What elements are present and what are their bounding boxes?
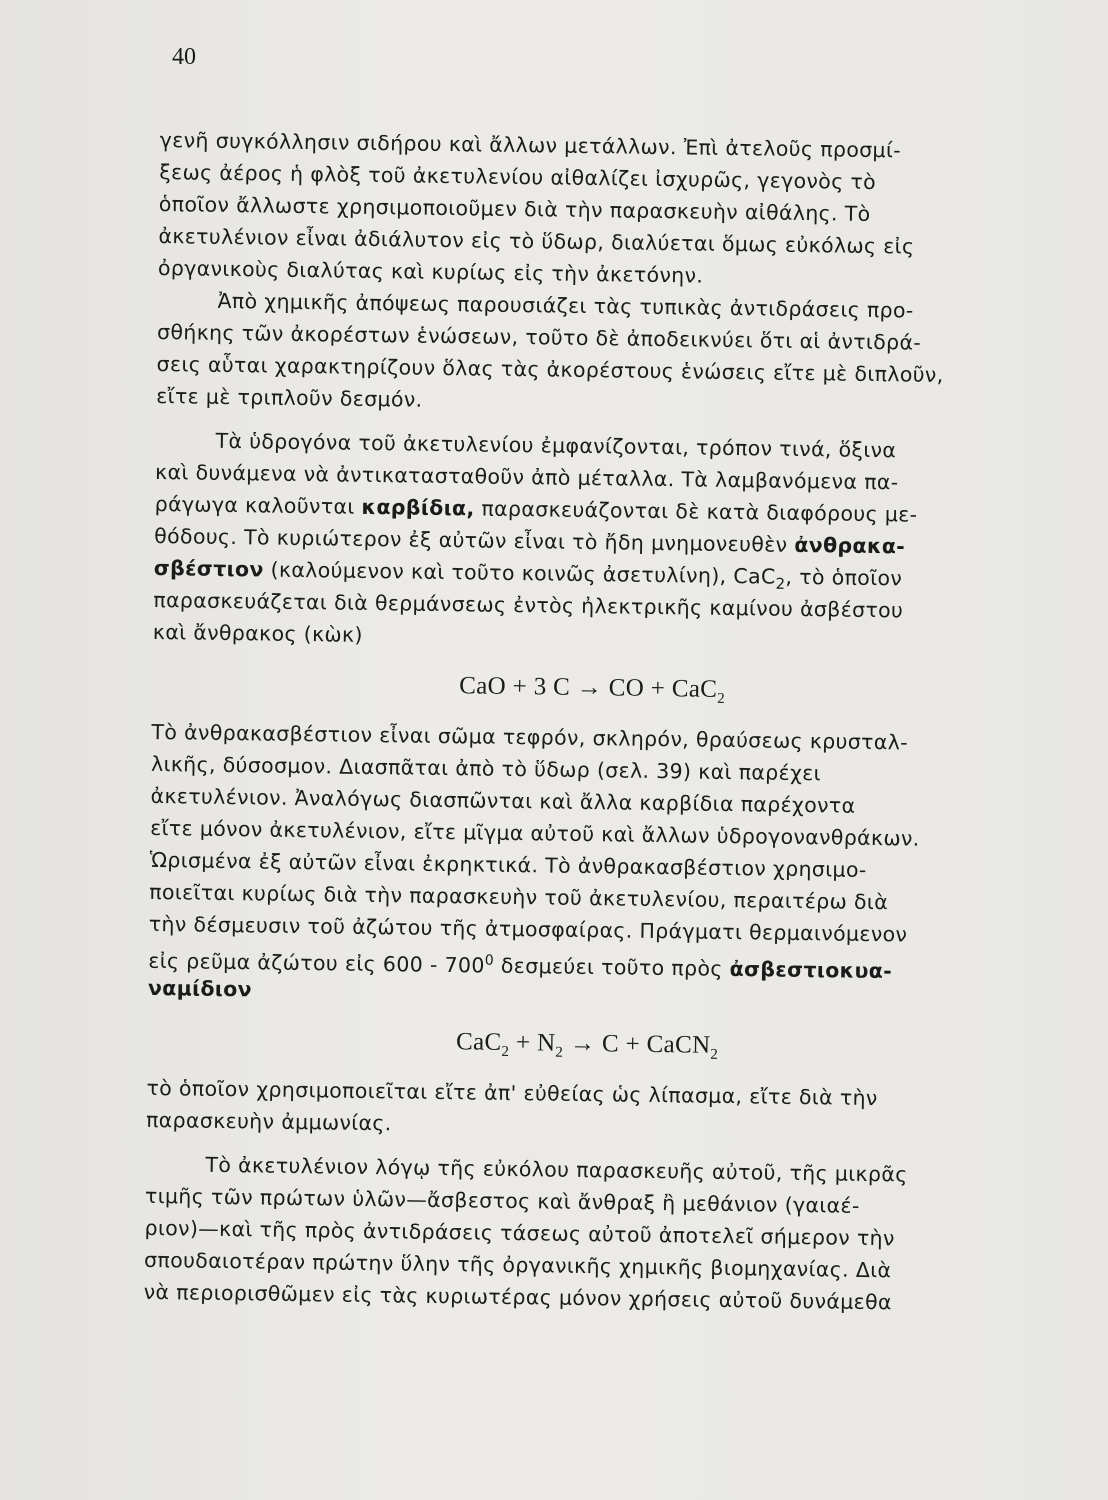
term-anthrakasvestion-end: σβέστιον: [153, 555, 264, 582]
text-line: σπουδαιοτέραν πρώτην ὕλην τῆς ὀργανικῆς χημικῆς βιομηχανίας. Διὰ: [143, 1247, 892, 1283]
subscript: 2: [775, 574, 786, 593]
text-line: παρασκευὴν ἀμμωνίας.: [145, 1107, 392, 1136]
text-line: γενῆ συγκόλλησιν σιδήρου καὶ ἄλλων μετάλλων. Ἐπὶ ἀτελοῦς προσμί-: [159, 127, 902, 163]
text-line: ριον)—καὶ τῆς πρὸς ἀντιδράσεις τάσεως αὐτοῦ ἀποτελεῖ σήμερον τὴν: [144, 1215, 895, 1251]
equation-2: $CaC_2 + N_2 \to C$ + CaCN$_2$: [455, 1028, 719, 1063]
text-line: Τὸ ἀκετυλένιον λόγῳ τῆς εὐκόλου παρασκευῆς αὐτοῦ, τῆς μικρᾶς: [205, 1152, 908, 1187]
text-line: ὀργανικοὺς διαλύτας καὶ κυρίως εἰς τὴν ἀκετόνην.: [157, 255, 704, 288]
arrow-icon: →: [569, 1029, 596, 1058]
term-anthrakasvestion: ἀνθρακα-: [794, 532, 906, 559]
text-line: ὁποῖον ἄλλωστε χρησιμοποιοῦμεν διὰ τὴν παρασκευὴν αἰθάλης. Τὸ: [158, 191, 871, 226]
equation-1: CaO + 3 C → CO + CaC$_2$: [458, 672, 726, 707]
text-line: Ὡρισμένα ἐξ αὐτῶν εἶναι ἐκρηκτικά. Τὸ ἀνθρακασβέστιον χρησιμο-: [149, 847, 867, 882]
text-line: λικῆς, δύσοσμον. Διασπᾶται ἀπὸ τὸ ὕδωρ (σελ. 39) καὶ παρέχει: [150, 751, 822, 786]
text-line: παρασκευάζεται διὰ θερμάνσεως ἐντὸς ἠλεκτρικῆς καμίνου ἀσβέστου: [153, 587, 904, 623]
text-line: σθήκης τῶν ἀκορέστων ἑνώσεων, τοῦτο δὲ ἀποδεικνύει ὅτι αἱ ἀντιδρά-: [156, 319, 922, 355]
text-line: σεις αὗται χαρακτηρίζουν ὅλας τὰς ἀκορέστους ἑνώσεις εἴτε μὲ διπλοῦν,: [156, 351, 944, 387]
arrow-icon: →: [576, 673, 603, 702]
text-span: θόδους. Τὸ κυριώτερον ἐξ αὐτῶν εἶναι τὸ ἤδη μνημονευθὲν: [154, 523, 788, 557]
text-line: νὰ περιορισθῶμεν εἰς τὰς κυριωτέρας μόνον χρήσεις αὐτοῦ δυνάμεθα: [143, 1279, 892, 1315]
term-karbidia: καρβίδια,: [361, 494, 475, 521]
text-line: ἀκετυλένιον. Ἀναλόγως διασπῶνται καὶ ἄλλα καρβίδια παρέχοντα: [150, 783, 856, 818]
text-line: ἀκετυλένιον εἶναι ἀδιάλυτον εἰς τὸ ὕδωρ, διαλύεται ὅμως εὐκόλως εἰς: [158, 223, 915, 259]
superscript: 0: [484, 952, 495, 969]
text-line: καὶ ἄνθρακος (κὼκ): [152, 619, 363, 647]
text-line: εἴτε μὲ τριπλοῦν δεσμόν.: [156, 383, 423, 412]
term-asvestiokyanamidion-end: ναμίδιον: [147, 975, 253, 1002]
text-line: Τὸ ἀνθρακασβέστιον εἶναι σῶμα τεφρόν, σκληρόν, θραύσεως κρυσταλ-: [151, 719, 909, 755]
text-line: τὸ ὁποῖον χρησιμοποιεῖται εἴτε ἀπ' εὐθείας ὡς λίπασμα, εἴτε διὰ τὴν: [146, 1075, 878, 1111]
text-line: τιμῆς τῶν πρώτων ὑλῶν—ἄσβεστος καὶ ἄνθραξ ἢ μεθάνιον (γαιαέ-: [144, 1183, 860, 1218]
text-line: Ἀπὸ χημικῆς ἀπόψεως παρουσιάζει τὰς τυπικὰς ἀντιδράσεις προ-: [217, 288, 914, 323]
text-span: εἰς ρεῦμα ἀζώτου εἰς 600 - 700: [148, 948, 485, 978]
text-line: Τὰ ὑδρογόνα τοῦ ἀκετυλενίου ἐμφανίζονται, τρόπον τινά, ὅξινα: [215, 428, 897, 463]
text-line: τὴν δέσμευσιν τοῦ ἀζώτου τῆς ἀτμοσφαίρας. Πράγματι θερμαινόμενον: [148, 911, 908, 947]
text-span: , τὸ ὁποῖον: [785, 564, 903, 591]
text-line: καὶ δυνάμενα νὰ ἀντικατασταθοῦν ἀπὸ μέταλλα. Τὰ λαμβανόμενα πα-: [154, 459, 899, 495]
text-line: ποιεῖται κυρίως διὰ τὴν παρασκευὴν τοῦ ἀκετυλενίου, περαιτέρω διὰ: [149, 879, 889, 915]
text-line: ξεως ἀέρος ἡ φλὸξ τοῦ ἀκετυλενίου αἰθαλίζει ἰσχυρῶς, γεγονὸς τὸ: [159, 159, 877, 195]
body-text: [143, 124, 1039, 1320]
text-span: παρασκευάζονται δὲ κατὰ διαφόρους με-: [481, 496, 918, 527]
text-line: εἴτε μόνον ἀκετυλένιον, εἴτε μῖγμα αὐτοῦ καὶ ἄλλων ὑδρογονανθράκων.: [150, 815, 920, 851]
text-span: δεσμεύει τοῦτο πρὸς: [500, 953, 723, 981]
text-span: (καλούμενον καὶ τοῦτο κοινῶς ἀσετυλίνη), CaC: [270, 557, 776, 589]
term-asvestiokyanamidion: ἀσβεστιοκυα-: [729, 956, 893, 984]
text-span: ράγωγα καλοῦνται: [154, 491, 355, 519]
page-number: 40: [172, 44, 196, 70]
